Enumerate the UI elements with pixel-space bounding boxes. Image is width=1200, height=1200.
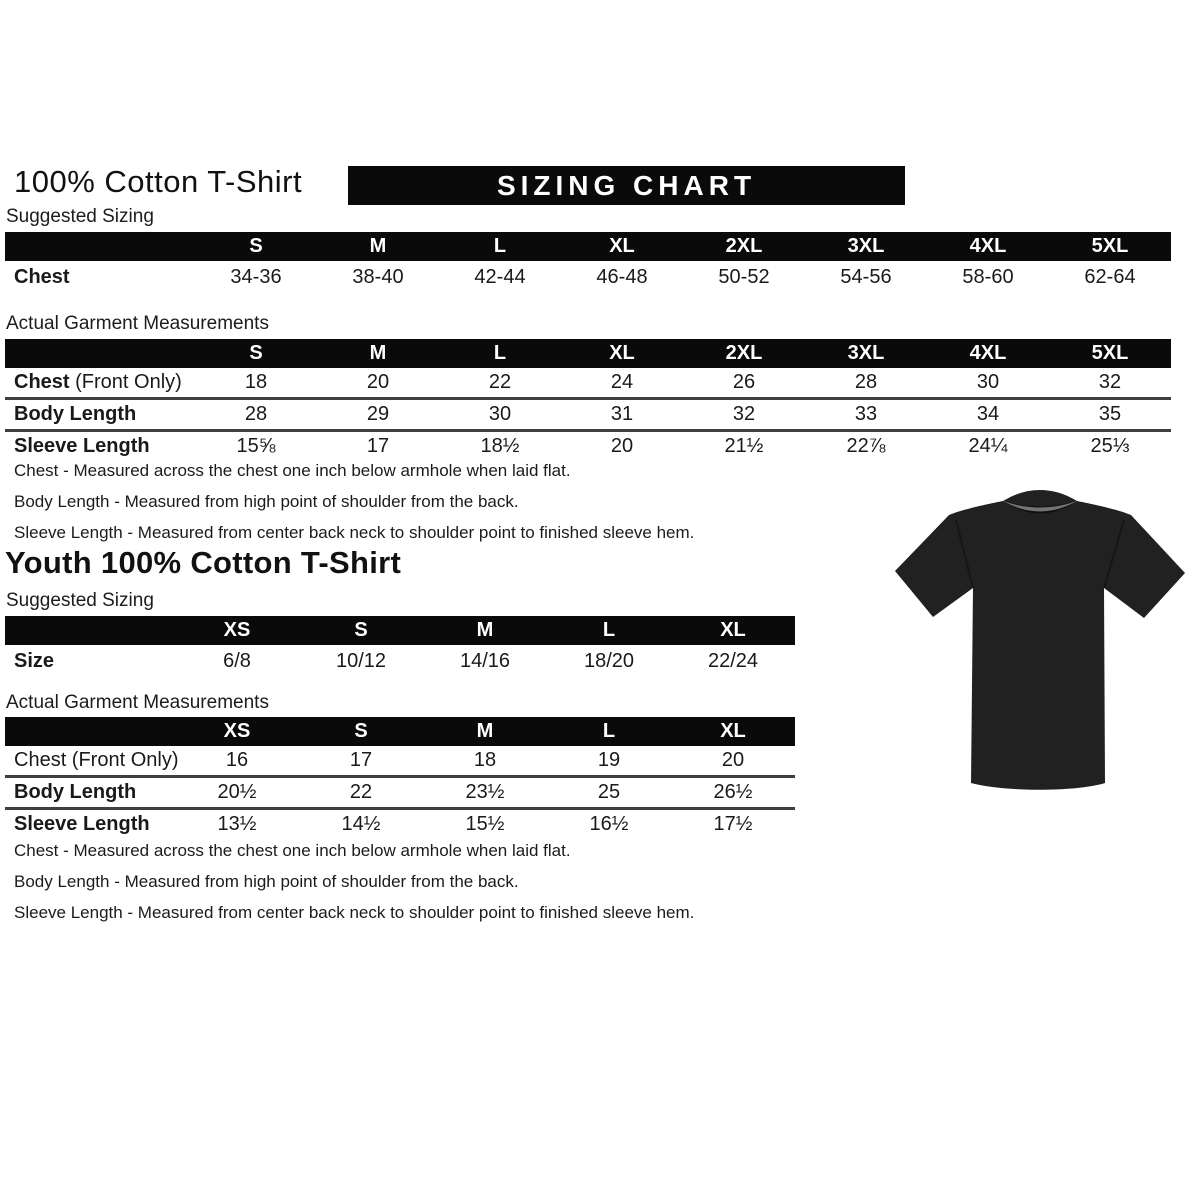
youth-actual-table bbox=[5, 717, 795, 839]
measurement-cell: 25 bbox=[547, 777, 671, 809]
row-label-suffix: (Front Only) bbox=[75, 371, 182, 393]
note-chest: Chest - Measured across the chest one inch below armhole when laid flat. bbox=[14, 841, 571, 860]
measurement-cell: 34 bbox=[927, 399, 1049, 431]
note-body-length: Body Length - Measured from high point of shoulder from the back. bbox=[14, 872, 519, 891]
measurement-cell: 28 bbox=[854, 371, 878, 393]
table-row-sleeve-length bbox=[5, 431, 1171, 462]
measurement-cell: 28 bbox=[195, 399, 317, 431]
measurement-cell: 18/20 bbox=[583, 650, 635, 672]
measurement-cell: 30 bbox=[439, 399, 561, 431]
row-label bbox=[5, 368, 195, 399]
size-column-header: 4XL bbox=[927, 232, 1049, 261]
measurement-cell: 18 bbox=[244, 371, 268, 393]
size-column-header: L bbox=[439, 339, 561, 368]
measurement-cell: 46-48 bbox=[596, 266, 648, 288]
adult-measurement-notes bbox=[14, 461, 694, 554]
measurement-cell: 6/8 bbox=[223, 650, 251, 672]
adult-suggested-sizing-label: Suggested Sizing bbox=[6, 206, 154, 227]
table-row-chest bbox=[5, 368, 1171, 399]
measurement-cell: 32 bbox=[683, 399, 805, 431]
size-column-header: 3XL bbox=[805, 232, 927, 261]
note-chest: Chest - Measured across the chest one inch below armhole when laid flat. bbox=[14, 461, 571, 480]
measurement-cell: 38-40 bbox=[352, 266, 404, 288]
measurement-cell: 22 bbox=[299, 777, 423, 809]
table-row-body-length bbox=[5, 399, 1171, 431]
measurement-cell: 19 bbox=[597, 749, 621, 771]
size-column-header: 2XL bbox=[683, 339, 805, 368]
size-column-header: XL bbox=[561, 339, 683, 368]
table-row-sleeve-length bbox=[5, 809, 795, 840]
row-label: Body Length bbox=[5, 777, 175, 809]
size-column-header: 4XL bbox=[927, 339, 1049, 368]
row-label: Chest bbox=[14, 266, 70, 288]
measurement-cell: 17 bbox=[317, 431, 439, 462]
size-column-header: M bbox=[317, 339, 439, 368]
table-header-row bbox=[5, 232, 1171, 261]
size-column-header: L bbox=[547, 717, 671, 746]
measurement-cell: 62-64 bbox=[1084, 266, 1136, 288]
measurement-cell: 16½ bbox=[547, 809, 671, 840]
table-header-row bbox=[5, 616, 795, 645]
empty-header-cell bbox=[5, 232, 195, 261]
measurement-cell: 30 bbox=[976, 371, 1000, 393]
measurement-cell: 24 bbox=[610, 371, 634, 393]
measurement-cell: 33 bbox=[805, 399, 927, 431]
size-column-header: S bbox=[195, 339, 317, 368]
measurement-cell: 16 bbox=[225, 749, 249, 771]
measurement-cell: 17 bbox=[349, 749, 373, 771]
measurement-cell: 26½ bbox=[671, 777, 795, 809]
table-row-chest bbox=[5, 746, 795, 777]
sizing-chart-banner: SIZING CHART bbox=[348, 166, 905, 205]
measurement-cell: 24¼ bbox=[927, 431, 1049, 462]
measurement-cell: 58-60 bbox=[962, 266, 1014, 288]
measurement-cell: 15½ bbox=[423, 809, 547, 840]
size-column-header: M bbox=[423, 717, 547, 746]
adult-actual-measurements-label: Actual Garment Measurements bbox=[6, 313, 269, 334]
size-column-header: 2XL bbox=[683, 232, 805, 261]
measurement-cell: 54-56 bbox=[840, 266, 892, 288]
measurement-cell: 14½ bbox=[299, 809, 423, 840]
size-column-header: L bbox=[547, 616, 671, 645]
youth-actual-measurements-label: Actual Garment Measurements bbox=[6, 692, 269, 713]
adult-actual-table bbox=[5, 339, 1171, 461]
empty-header-cell bbox=[5, 616, 175, 645]
measurement-cell: 29 bbox=[317, 399, 439, 431]
measurement-cell: 34-36 bbox=[230, 266, 282, 288]
measurement-cell: 20½ bbox=[175, 777, 299, 809]
measurement-cell: 50-52 bbox=[718, 266, 770, 288]
size-column-header: 5XL bbox=[1049, 232, 1171, 261]
measurement-cell: 17½ bbox=[671, 809, 795, 840]
size-column-header: M bbox=[317, 232, 439, 261]
empty-header-cell bbox=[5, 339, 195, 368]
size-column-header: XL bbox=[671, 717, 795, 746]
measurement-cell: 14/16 bbox=[459, 650, 511, 672]
size-column-header: 5XL bbox=[1049, 339, 1171, 368]
size-column-header: S bbox=[299, 717, 423, 746]
row-label: Sleeve Length bbox=[5, 431, 195, 462]
size-column-header: 3XL bbox=[805, 339, 927, 368]
empty-header-cell bbox=[5, 717, 175, 746]
row-label: Sleeve Length bbox=[5, 809, 175, 840]
note-sleeve-length: Sleeve Length - Measured from center back neck to shoulder point to finished sleeve hem. bbox=[14, 903, 695, 922]
adult-suggested-table bbox=[5, 232, 1171, 294]
measurement-cell: 42-44 bbox=[474, 266, 526, 288]
size-column-header: M bbox=[423, 616, 547, 645]
measurement-cell: 21½ bbox=[683, 431, 805, 462]
youth-section-title: Youth 100% Cotton T-Shirt bbox=[5, 545, 402, 580]
size-column-header: XL bbox=[561, 232, 683, 261]
black-tshirt-image bbox=[892, 490, 1188, 804]
measurement-cell: 22/24 bbox=[707, 650, 759, 672]
youth-suggested-table bbox=[5, 616, 795, 678]
table-header-row bbox=[5, 717, 795, 746]
size-column-header: L bbox=[439, 232, 561, 261]
note-sleeve-length: Sleeve Length - Measured from center back neck to shoulder point to finished sleeve hem. bbox=[14, 523, 695, 542]
measurement-cell: 20 bbox=[561, 431, 683, 462]
youth-suggested-sizing-label: Suggested Sizing bbox=[6, 590, 154, 611]
measurement-cell: 10/12 bbox=[335, 650, 387, 672]
measurement-cell: 20 bbox=[366, 371, 390, 393]
row-label: Chest (Front Only) bbox=[14, 749, 179, 771]
size-column-header: XS bbox=[175, 717, 299, 746]
row-label: Size bbox=[14, 650, 55, 672]
size-column-header: S bbox=[195, 232, 317, 261]
measurement-cell: 18½ bbox=[439, 431, 561, 462]
measurement-cell: 35 bbox=[1049, 399, 1171, 431]
table-row-body-length bbox=[5, 777, 795, 809]
measurement-cell: 15⅝ bbox=[195, 431, 317, 462]
size-column-header: XS bbox=[175, 616, 299, 645]
tshirt-body bbox=[895, 501, 1185, 790]
size-column-header: S bbox=[299, 616, 423, 645]
measurement-cell: 22 bbox=[488, 371, 512, 393]
measurement-cell: 18 bbox=[473, 749, 497, 771]
row-label: Body Length bbox=[5, 399, 195, 431]
table-row bbox=[5, 261, 1171, 294]
measurement-cell: 13½ bbox=[175, 809, 299, 840]
row-label-main: Chest bbox=[14, 371, 70, 393]
measurement-cell: 31 bbox=[561, 399, 683, 431]
size-column-header: XL bbox=[671, 616, 795, 645]
youth-measurement-notes bbox=[14, 841, 694, 934]
table-header-row bbox=[5, 339, 1171, 368]
measurement-cell: 23½ bbox=[423, 777, 547, 809]
measurement-cell: 26 bbox=[732, 371, 756, 393]
measurement-cell: 22⅞ bbox=[805, 431, 927, 462]
note-body-length: Body Length - Measured from high point of shoulder from the back. bbox=[14, 492, 519, 511]
measurement-cell: 25⅓ bbox=[1049, 431, 1171, 462]
page-title: 100% Cotton T-Shirt bbox=[14, 164, 303, 199]
table-row-size bbox=[5, 645, 795, 678]
measurement-cell: 32 bbox=[1098, 371, 1122, 393]
measurement-cell: 20 bbox=[721, 749, 745, 771]
